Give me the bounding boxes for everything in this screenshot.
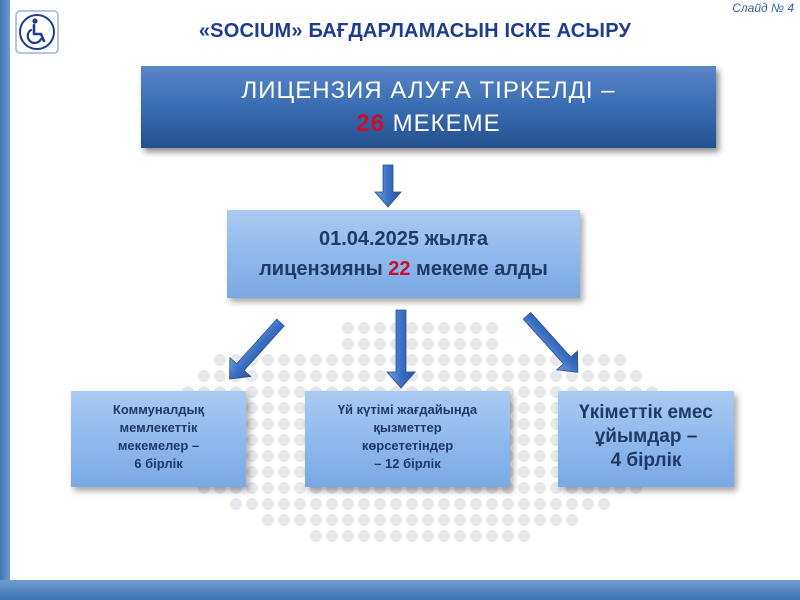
box-line: көрсететіндер bbox=[361, 438, 454, 453]
box-line: 6 бірлік bbox=[134, 456, 183, 471]
arrow-middle-to-left bbox=[219, 313, 291, 388]
communal-institutions-box bbox=[71, 391, 246, 487]
box-line: – 12 бірлік bbox=[374, 456, 441, 471]
home-care-providers-box bbox=[305, 391, 510, 487]
box-line: мемлекеттік bbox=[119, 420, 198, 435]
box-line: қызметтер bbox=[373, 420, 442, 435]
ngo-box bbox=[558, 391, 734, 487]
box-line: Үкіметтік емес bbox=[579, 402, 713, 423]
licensed-box bbox=[227, 210, 580, 298]
page-title: «SOCIUM» БАҒДАРЛАМАСЫН ІСКЕ АСЫРУ bbox=[198, 20, 632, 42]
registered-licence-box bbox=[141, 66, 716, 148]
licensed-count-line bbox=[227, 254, 580, 284]
licensed-suffix: мекеме алды bbox=[410, 258, 548, 280]
box-line: ұйымдар – bbox=[594, 426, 698, 447]
slide-number: Слайд № 4 bbox=[732, 1, 794, 15]
box-line: Коммуналдық bbox=[112, 402, 205, 417]
arrow-middle-to-center bbox=[387, 310, 415, 388]
registered-suffix: МЕКЕМЕ bbox=[385, 110, 501, 137]
arrow-middle-to-right bbox=[517, 306, 589, 381]
box-line: 4 бірлік bbox=[610, 450, 682, 471]
registered-line: ЛИЦЕНЗИЯ АЛУҒА ТІРКЕЛДІ – bbox=[241, 77, 616, 104]
box-line: мекемелер – bbox=[117, 438, 200, 453]
licensed-prefix: лицензияны bbox=[259, 258, 389, 280]
box-line: Үй күтімі жағдайында bbox=[337, 402, 478, 417]
licensed-count: 22 bbox=[388, 258, 411, 280]
registered-count-line bbox=[141, 107, 716, 140]
licensed-date: 01.04.2025 жылға bbox=[318, 228, 489, 250]
registered-count: 26 bbox=[356, 110, 386, 137]
arrow-top-to-middle bbox=[375, 165, 401, 207]
